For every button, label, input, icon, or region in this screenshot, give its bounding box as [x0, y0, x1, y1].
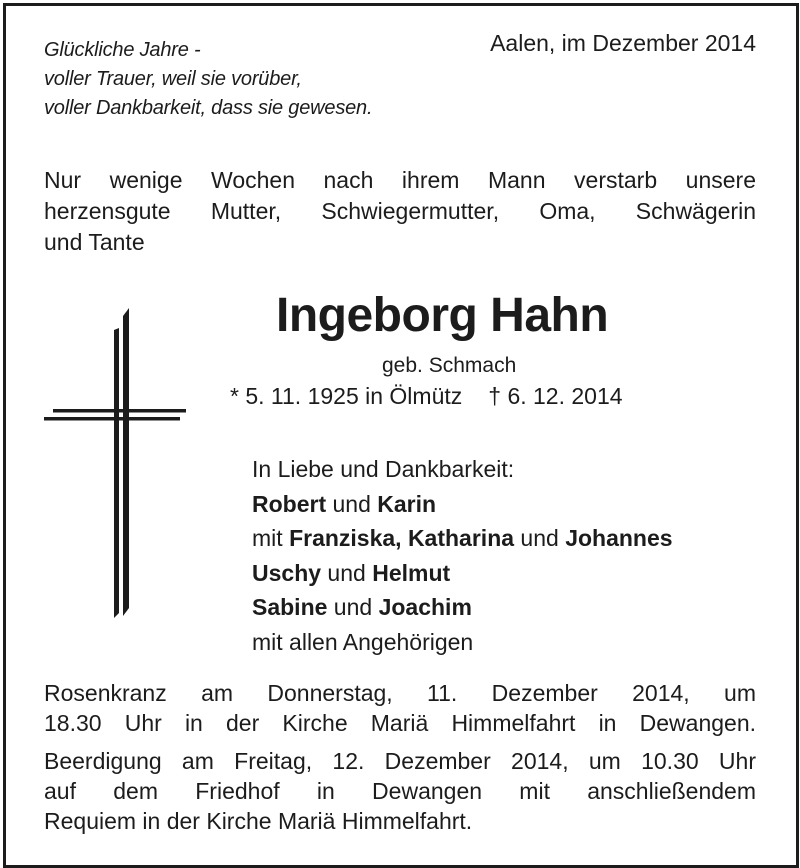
- place-date: Aalen, im Dezember 2014: [490, 30, 756, 56]
- burial-line: Beerdigung am Freitag, 12. Dezember 2014, um 10.30 Uhr: [44, 748, 756, 774]
- intro-line: herzensgute Mutter, Schwiegermutter, Oma, Schwägerin: [44, 198, 756, 224]
- burial-line: Requiem in der Kirche Mariä Himmelfahrt.: [44, 808, 473, 834]
- family-line: Uschy und Helmut: [252, 559, 451, 586]
- rosary-line: Rosenkranz am Donnerstag, 11. Dezember 2014, um: [44, 680, 756, 706]
- burial-line: auf dem Friedhof in Dewangen mit anschließendem: [44, 778, 756, 804]
- cross-icon: [44, 308, 186, 620]
- intro-line: Nur wenige Wochen nach ihrem Mann verstarb unsere: [44, 167, 756, 193]
- birth-date: * 5. 11. 1925 in Ölmütz: [230, 383, 463, 409]
- intro-text: [44, 165, 756, 258]
- family-heading: In Liebe und Dankbarkeit:: [252, 456, 515, 482]
- life-dates: [230, 383, 623, 410]
- rosary-text: [44, 678, 756, 738]
- poem-line: Glückliche Jahre -: [44, 39, 201, 61]
- family-line: Robert und Karin: [252, 490, 437, 517]
- family-signature: [252, 452, 673, 659]
- family-closing: mit allen Angehörigen: [252, 628, 474, 655]
- family-line: Sabine und Joachim: [252, 594, 472, 620]
- birth-name: geb. Schmach: [382, 354, 517, 377]
- family-line: mit Franziska, Katharina und Johannes: [252, 525, 673, 551]
- burial-text: [44, 746, 756, 836]
- poem-line: voller Trauer, weil sie vorüber,: [44, 68, 302, 90]
- death-date: † 6. 12. 2014: [488, 383, 623, 409]
- service-details: [44, 678, 756, 836]
- intro-line: und Tante: [44, 229, 145, 255]
- poem-line: voller Dankbarkeit, dass sie gewesen.: [44, 97, 373, 119]
- deceased-name: Ingeborg Hahn: [276, 289, 609, 342]
- poem: [44, 36, 372, 123]
- rosary-line: 18.30 Uhr in der Kirche Mariä Himmelfahrt in Dewangen.: [44, 710, 756, 736]
